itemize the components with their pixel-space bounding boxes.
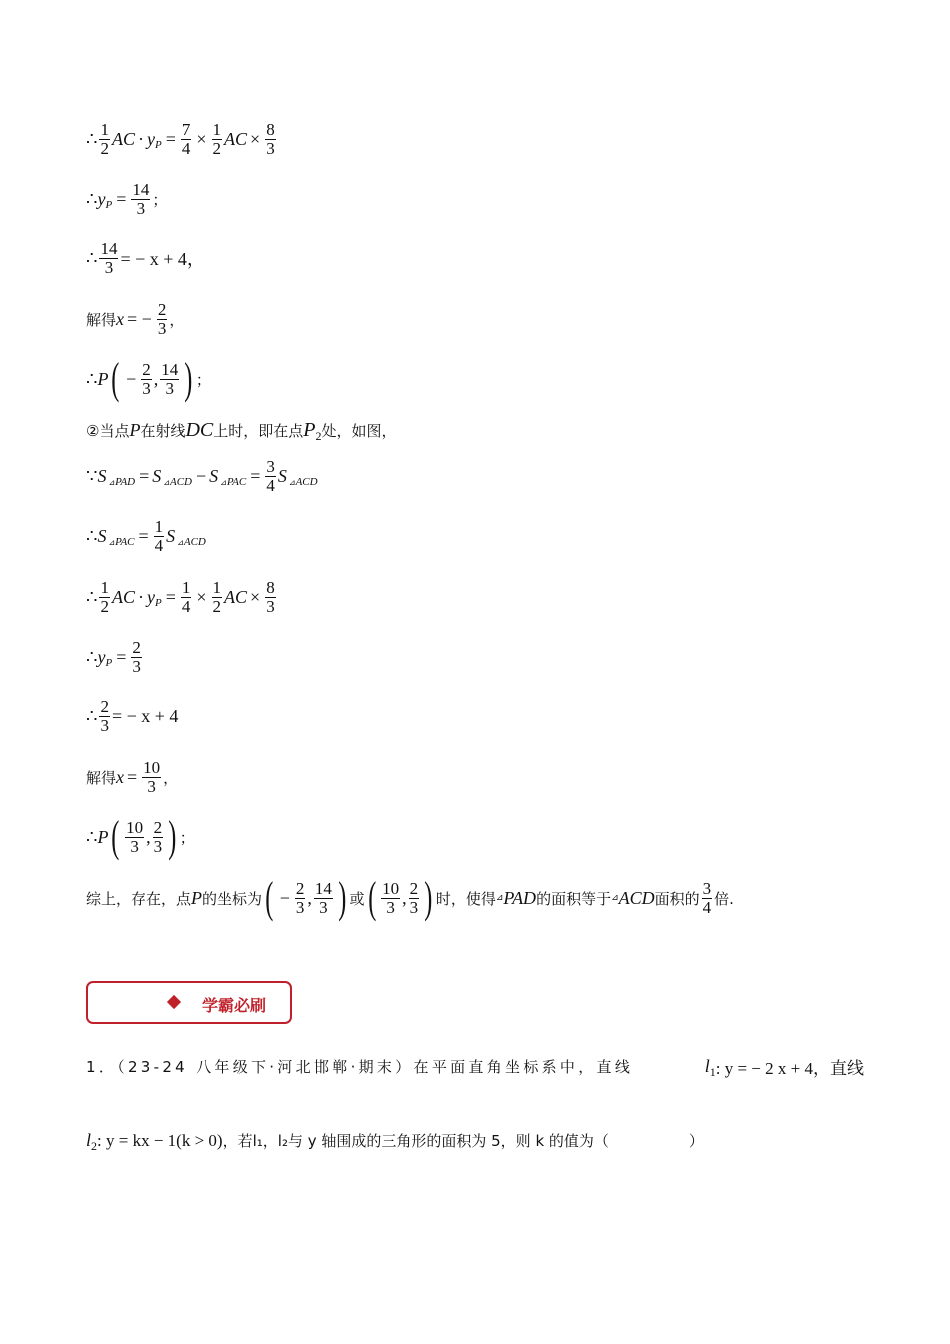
solution-line-3: ∴ $\frac{14}{3}$ = − x + 4，: [86, 239, 205, 277]
solution-line-5: ∴ P ( − $\frac{2}{3}$ , $\frac{14}{3}$ ) ；: [86, 354, 211, 403]
fraction: $\frac{2}{3}$: [157, 300, 167, 338]
solution-line-12: 解得 x = $\frac{10}{3}$ ，: [86, 758, 179, 796]
fraction: $\frac{14}{3}$: [132, 180, 150, 218]
fraction: $\frac{2}{3}$: [295, 878, 305, 917]
solution-line-11: ∴ $\frac{2}{3}$ = − x + 4: [86, 697, 179, 735]
fraction: $\frac{10}{3}$: [382, 878, 400, 917]
fraction: $\frac{2}{3}$: [132, 638, 141, 676]
fraction: $\frac{14}{3}$: [161, 359, 179, 398]
fraction: $\frac{8}{3}$: [266, 578, 275, 616]
fraction: $\frac{2}{3}$: [142, 359, 151, 398]
question-stem: 1．（23-24 八年级下·河北邯郸·期末）在平面直角坐标系中，直线: [86, 1058, 634, 1076]
fraction: $\frac{2}{3}$: [409, 878, 419, 917]
fraction: $\frac{1}{2}$: [212, 578, 222, 616]
solution-conclusion: 综上，存在，点 P 的坐标为 ( − $\frac{2}{3}$ , $\frac{14}{3}$ ) 或 ( $\frac{10}{3}$ , $\frac{2}{3}$ ) 时，使得 ⊿ PAD 的面积等于 ⊿ ACD 面积的 $\frac{3}{4}$ 倍.: [86, 873, 734, 922]
section-badge: [86, 981, 292, 1024]
solution-line-7: ∵ S ⊿ PAD = S ⊿ ACD − S ⊿ PAC = $\frac{3}{4}$ S ⊿ ACD: [86, 457, 318, 495]
solution-line-6: ②当点 P 在射线 DC 上时，即在点 P 2 处，如图，: [86, 419, 397, 443]
fraction: $\frac{1}{4}$: [154, 517, 164, 555]
question-line-1: 1．（23-24 八年级下·河北邯郸·期末）在平面直角坐标系中，直线 l 1 : y = − 2 x + 4，直线: [86, 1056, 864, 1079]
fraction: $\frac{10}{3}$: [143, 758, 161, 796]
fraction: $\frac{3}{4}$: [266, 457, 275, 495]
fraction: $\frac{2}{3}$: [100, 697, 109, 735]
fraction: $\frac{2}{3}$: [153, 817, 163, 856]
fraction: $\frac{10}{3}$: [126, 817, 144, 856]
solution-line-8: ∴ S ⊿ PAC = $\frac{1}{4}$ S ⊿ ACD: [86, 517, 206, 555]
fraction: $\frac{1}{2}$: [100, 578, 109, 616]
fraction: $\frac{14}{3}$: [100, 239, 118, 277]
question-line-2: l 2 : y = kx − 1 (k > 0) ，若l₁，l₂与 y 轴围成的三角形的面积为 5，则 k 的值为（ ）: [86, 1130, 704, 1153]
solution-line-1: ∴ $\frac{1}{2}$ AC · y P = $\frac{7}{4}$ × $\frac{1}{2}$ AC × $\frac{8}{3}$: [86, 120, 275, 158]
fraction: $\frac{1}{2}$: [100, 120, 109, 158]
diamond-icon: [167, 995, 181, 1009]
solution-line-4: 解得 x = − $\frac{2}{3}$ ，: [86, 300, 185, 338]
fraction: $\frac{7}{4}$: [181, 120, 191, 158]
solution-line-13: ∴ P ( $\frac{10}{3}$ , $\frac{2}{3}$ ) ；: [86, 812, 195, 861]
solution-line-10: ∴ y P = $\frac{2}{3}$: [86, 638, 141, 676]
fraction: $\frac{14}{3}$: [314, 878, 332, 917]
fraction: $\frac{1}{2}$: [212, 120, 222, 158]
fraction: $\frac{3}{4}$: [702, 878, 712, 917]
fraction: $\frac{1}{4}$: [181, 578, 191, 616]
solution-line-2: ∴ y P = $\frac{14}{3}$ ；: [86, 180, 168, 218]
fraction: $\frac{8}{3}$: [266, 120, 275, 158]
section-title: 学霸必刷: [202, 996, 267, 1015]
solution-line-9: ∴ $\frac{1}{2}$ AC · y P = $\frac{1}{4}$ × $\frac{1}{2}$ AC × $\frac{8}{3}$: [86, 578, 275, 616]
